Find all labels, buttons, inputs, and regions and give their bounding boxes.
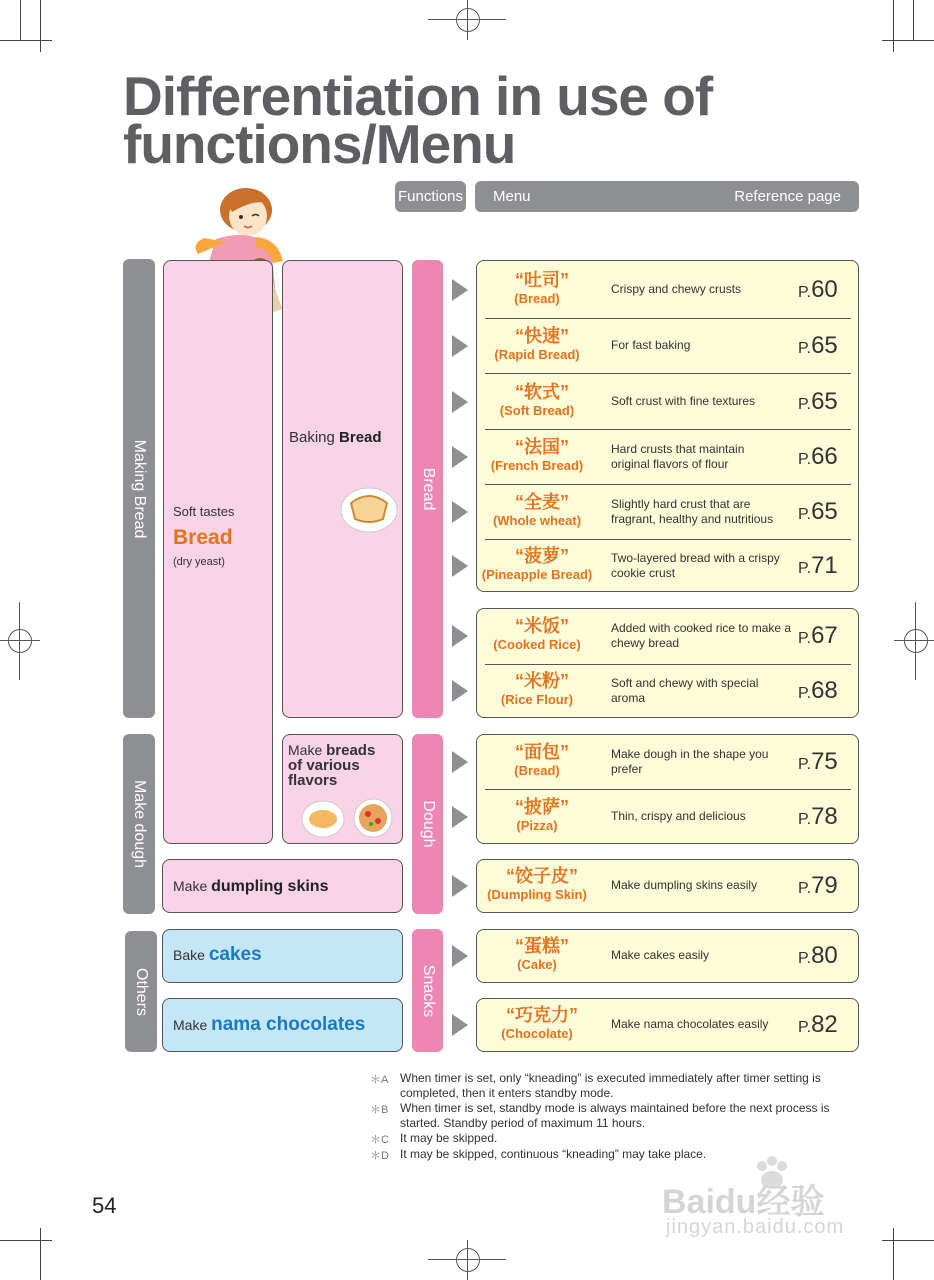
registration-line — [915, 602, 916, 680]
menu-description — [611, 442, 791, 472]
baking-prefix: Baking — [289, 429, 340, 446]
reference-page-number: 65 — [811, 497, 838, 525]
reference-page-prefix: P. — [798, 339, 812, 357]
menu-row[interactable] — [450, 734, 860, 789]
reference-page[interactable] — [798, 443, 838, 474]
arrow-right-icon — [452, 625, 468, 647]
footnote-line: completed, then it enters standby mode. — [400, 1086, 614, 1100]
menu-english-name: (Dumpling Skin) — [487, 887, 587, 902]
crop-mark — [0, 40, 52, 41]
footnote-line: started. Standby period of maximum 11 hours. — [400, 1116, 646, 1130]
registration-line — [0, 640, 40, 641]
category-making-bread — [123, 259, 155, 718]
registration-line — [467, 1240, 468, 1280]
menu-description-line: Make nama chocolates easily — [611, 1017, 769, 1031]
reference-page-number: 67 — [811, 622, 838, 649]
menu-row[interactable] — [450, 859, 860, 913]
menu-description-line: Hard crusts that maintain — [611, 442, 745, 456]
menu-chinese-name: “吐司” — [515, 269, 569, 290]
menu-description-line: Soft and chewy with special — [611, 676, 759, 690]
watermark — [662, 1160, 892, 1250]
registration-mark — [456, 1248, 480, 1272]
reference-page[interactable] — [798, 552, 838, 583]
bread-function-label: Bread — [173, 526, 233, 549]
menu-description — [611, 747, 791, 777]
breads-bold: flavors — [288, 772, 338, 789]
breads-prefix: Make — [288, 742, 327, 758]
menu-description — [611, 551, 791, 581]
menu-chinese-name: “披萨” — [515, 797, 569, 817]
choc-prefix: Make — [173, 1017, 212, 1033]
menu-chinese-name: “快速” — [515, 325, 569, 346]
reference-page-prefix: P. — [798, 560, 812, 577]
reference-page-number: 65 — [811, 387, 838, 415]
registration-line — [894, 640, 934, 641]
menu-row[interactable] — [450, 430, 860, 484]
menu-chinese-name: “巧克力” — [506, 1005, 578, 1025]
reference-page-prefix: P. — [798, 505, 812, 523]
arrow-right-icon — [452, 555, 468, 577]
crop-mark — [882, 40, 934, 41]
footnote-line: When timer is set, standby mode is always maintained before the next process is — [400, 1101, 830, 1115]
crop-mark — [893, 1228, 894, 1280]
menu-row[interactable] — [450, 374, 860, 429]
menu-row[interactable] — [450, 484, 860, 539]
crop-mark — [20, 0, 21, 40]
menu-english-name: (Whole wheat) — [492, 512, 582, 528]
menu-row[interactable] — [450, 929, 860, 983]
menu-description-line: Two-layered bread with a crispy — [611, 551, 780, 565]
reference-page-number: 68 — [811, 677, 838, 704]
reference-page[interactable] — [798, 748, 838, 779]
crop-mark — [913, 0, 914, 40]
menu-english-name: (Cake) — [517, 957, 557, 972]
reference-page-prefix: P. — [798, 950, 812, 967]
baking-bold: Bread — [339, 429, 382, 446]
registration-line — [467, 0, 468, 40]
menu-description-line: cookie crust — [611, 566, 676, 580]
group-snacks — [412, 929, 443, 1052]
footnote-mark: ＊A — [370, 1074, 389, 1086]
menu-description-line: Added with cooked rice to make a — [611, 621, 792, 635]
arrow-right-icon — [452, 1014, 468, 1036]
menu-description-line: Soft crust with fine textures — [611, 393, 756, 408]
baking-bread-label — [289, 429, 382, 446]
cakes-prefix: Bake — [173, 947, 209, 963]
menu-english-name: (Chocolate) — [501, 1026, 573, 1041]
arrow-right-icon — [452, 945, 468, 967]
reference-page-number: 78 — [811, 803, 838, 830]
menu-description-line: Make dough in the shape you — [611, 746, 769, 761]
menu-description — [611, 809, 791, 824]
menu-header-label: Menu — [493, 188, 531, 205]
menu-row[interactable] — [450, 790, 860, 844]
function-baking-bread[interactable] — [282, 260, 403, 718]
reference-page-prefix: P. — [798, 1019, 812, 1036]
menu-english-name: (Rice Flour) — [500, 692, 574, 707]
menu-header — [475, 181, 859, 212]
reference-page[interactable] — [798, 872, 838, 903]
menu-english-name: (French Bread) — [490, 458, 584, 473]
reference-page-prefix: P. — [798, 630, 812, 647]
menu-row[interactable] — [450, 318, 860, 373]
arrow-right-icon — [452, 806, 468, 828]
reference-page-number: 60 — [811, 275, 838, 303]
group-snacks-label: Snacks — [419, 964, 437, 1017]
reference-page-number: 65 — [811, 331, 838, 359]
reference-page-prefix: P. — [798, 811, 812, 828]
menu-description-line: Crispy and chewy crusts — [611, 281, 742, 296]
menu-description-line: Make dumpling skins easily — [611, 878, 758, 892]
crop-mark — [0, 1240, 52, 1241]
category-making-bread-label: Making Bread — [131, 439, 148, 538]
reference-page[interactable] — [798, 942, 838, 973]
reference-page-number: 71 — [811, 552, 838, 579]
breads-bold: breads — [326, 742, 376, 759]
menu-row[interactable] — [450, 664, 860, 718]
registration-mark — [904, 629, 928, 653]
reference-page-number: 80 — [811, 942, 838, 969]
menu-chinese-name: “饺子皮” — [506, 866, 578, 886]
menu-description-line: original flavors of flour — [611, 457, 729, 471]
function-nama-chocolates[interactable] — [162, 998, 403, 1052]
category-others-label: Others — [133, 967, 150, 1016]
arrow-right-icon — [452, 335, 468, 357]
arrow-right-icon — [452, 446, 468, 468]
chocolates-label — [173, 1014, 365, 1036]
menu-chinese-name: “面包” — [515, 741, 569, 762]
function-dumpling-skins[interactable] — [162, 859, 403, 913]
reference-page[interactable] — [798, 803, 838, 834]
function-soft-bread[interactable] — [163, 260, 273, 844]
reference-page[interactable] — [798, 388, 838, 419]
various-breads-label — [288, 743, 375, 788]
menu-english-name: (Soft Bread) — [499, 402, 575, 418]
menu-english-name: (Bread) — [514, 762, 560, 778]
reference-page[interactable] — [798, 622, 838, 653]
arrow-right-icon — [452, 391, 468, 413]
footnote-mark: ＊D — [370, 1150, 389, 1162]
reference-page-prefix: P. — [798, 880, 812, 897]
menu-row[interactable] — [450, 540, 860, 592]
arrow-right-icon — [452, 751, 468, 773]
footnote-line: It may be skipped. — [400, 1131, 498, 1145]
menu-description-line: prefer — [611, 761, 643, 776]
footnote-line: It may be skipped, continuous “kneading” may take place. — [400, 1147, 707, 1161]
reference-page-prefix: P. — [798, 283, 812, 301]
crop-mark — [40, 0, 41, 52]
dumpling-bold: dumpling skins — [211, 878, 329, 895]
dry-yeast-label: (dry yeast) — [173, 556, 225, 568]
arrow-right-icon — [452, 875, 468, 897]
group-bread-label: Bread — [419, 467, 437, 511]
footnote-item — [370, 1101, 850, 1131]
watermark-brand: Baidu经验 — [662, 1183, 825, 1221]
choc-bold: nama chocolates — [211, 1014, 366, 1035]
functions-header: Functions — [395, 181, 466, 212]
footnote-line: When timer is set, only “kneading” is executed immediately after timer setting is — [400, 1071, 821, 1085]
reference-page[interactable] — [798, 332, 838, 363]
arrow-right-icon — [452, 501, 468, 523]
arrow-right-icon — [452, 680, 468, 702]
menu-chinese-name: “法国” — [515, 437, 569, 457]
cakes-label — [173, 944, 262, 966]
reference-page-prefix: P. — [798, 451, 812, 468]
category-others — [125, 931, 157, 1052]
footnote-item — [370, 1131, 850, 1147]
dumpling-prefix: Make — [173, 878, 212, 894]
footnote-mark: ＊B — [370, 1104, 389, 1116]
cakes-bold: cakes — [208, 944, 262, 965]
reference-header-label: Reference page — [734, 188, 841, 205]
footnote-item — [370, 1071, 850, 1101]
registration-line — [19, 602, 20, 680]
menu-description — [611, 282, 791, 297]
page-number: 54 — [92, 1193, 117, 1218]
menu-chinese-name: “米饭” — [515, 616, 569, 636]
menu-description — [611, 1017, 791, 1032]
menu-description-line: aroma — [611, 691, 646, 705]
reference-page-prefix: P. — [798, 755, 812, 773]
function-various-breads[interactable] — [282, 734, 403, 844]
menu-description — [611, 394, 791, 409]
crop-mark — [893, 0, 894, 52]
reference-page[interactable] — [798, 1011, 838, 1042]
reference-page-number: 82 — [811, 1011, 838, 1038]
reference-page[interactable] — [798, 498, 838, 529]
menu-description-line: fragrant, healthy and nutritious — [611, 511, 774, 526]
menu-description-line: Make cakes easily — [611, 948, 710, 962]
reference-page-prefix: P. — [798, 395, 812, 413]
footnotes — [370, 1071, 850, 1163]
watermark-url: jingyan.baidu.com — [666, 1216, 845, 1238]
menu-row[interactable] — [450, 998, 860, 1052]
crop-mark — [40, 1228, 41, 1280]
group-dough-label: Dough — [419, 800, 437, 848]
function-cakes[interactable] — [162, 929, 403, 983]
menu-chinese-name: “蛋糕” — [515, 936, 569, 956]
footnote-mark: ＊C — [370, 1134, 389, 1146]
group-dough — [412, 734, 443, 914]
menu-description-line: Slightly hard crust that are — [611, 496, 751, 511]
menu-description — [611, 948, 791, 963]
menu-description-line: Thin, crispy and delicious — [611, 809, 746, 823]
arrow-right-icon — [452, 279, 468, 301]
menu-english-name: (Pizza) — [516, 818, 558, 833]
menu-row[interactable] — [450, 608, 860, 664]
menu-english-name: (Bread) — [514, 290, 560, 306]
menu-english-name: (Pineapple Bread) — [481, 567, 593, 582]
breads-bold: of various — [288, 757, 360, 774]
menu-english-name: (Rapid Bread) — [494, 346, 580, 362]
menu-description — [611, 878, 791, 893]
menu-chinese-name: “米粉” — [515, 671, 569, 691]
menu-description — [611, 676, 791, 706]
reference-page-prefix: P. — [798, 685, 812, 702]
reference-page-number: 66 — [811, 443, 838, 470]
menu-description — [611, 497, 791, 527]
menu-chinese-name: “菠萝” — [515, 546, 569, 566]
category-make-dough-label: Make dough — [131, 779, 148, 869]
registration-mark — [456, 8, 480, 32]
reference-page-number: 79 — [811, 872, 838, 899]
group-bread — [412, 260, 443, 718]
menu-description — [611, 338, 791, 353]
menu-english-name: (Cooked Rice) — [493, 637, 581, 652]
menu-description-line: For fast baking — [611, 337, 691, 352]
menu-row[interactable] — [450, 261, 860, 318]
reference-page[interactable] — [798, 677, 838, 708]
category-make-dough — [123, 734, 155, 914]
menu-chinese-name: “软式” — [515, 381, 569, 402]
menu-chinese-name: “全麦” — [515, 491, 569, 512]
registration-mark — [8, 629, 32, 653]
menu-description — [611, 621, 791, 651]
dumpling-skins-label — [173, 878, 328, 896]
page-title: Differentiation in use of functions/Menu — [123, 65, 713, 175]
reference-page[interactable] — [798, 276, 838, 307]
menu-description-line: chewy bread — [611, 636, 680, 650]
soft-tastes-label: Soft tastes — [173, 504, 235, 519]
reference-page-number: 75 — [811, 747, 838, 775]
breads-pizza-icon — [301, 797, 395, 839]
toast-plate-icon — [339, 483, 399, 533]
